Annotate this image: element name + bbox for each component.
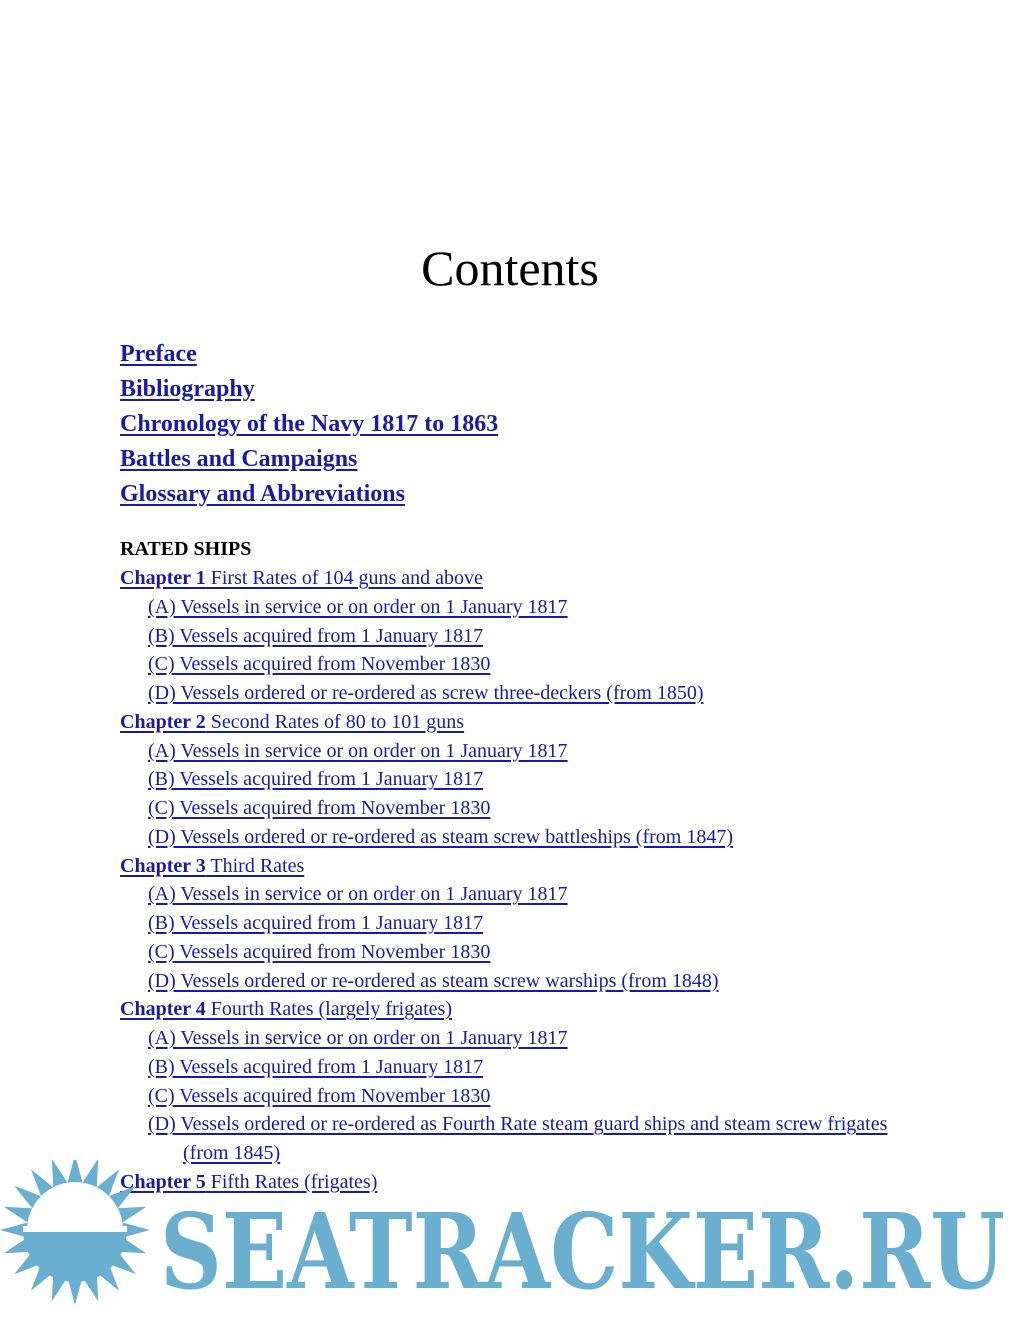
battles-link[interactable]: Battles and Campaigns <box>120 446 358 472</box>
subsection-link[interactable] <box>120 593 900 622</box>
chapter-number: Chapter 1 <box>120 567 206 589</box>
subsection-link[interactable] <box>120 1053 900 1082</box>
watermark-logo <box>0 1160 1020 1320</box>
front-matter-list <box>120 338 498 513</box>
page-title: Contents <box>421 240 599 296</box>
subsection-label: (B) Vessels acquired from 1 January 1817 <box>148 912 484 934</box>
subsection-label: (A) Vessels in service or on order on 1 January 1817 <box>148 1027 568 1049</box>
chapter-link[interactable] <box>120 852 900 881</box>
subsection-label: (C) Vessels acquired from November 1830 <box>148 797 491 819</box>
chapter-title: Fourth Rates (largely frigates) <box>205 998 452 1021</box>
front-matter-item <box>120 338 498 373</box>
chapter-title: Second Rates of 80 to 101 guns <box>205 710 465 733</box>
front-matter-item <box>120 408 498 443</box>
chapter-number: Chapter 4 <box>120 998 206 1021</box>
chapter-number: Chapter 2 <box>120 710 206 733</box>
subsection-link[interactable] <box>120 967 900 996</box>
glossary-link[interactable]: Glossary and Abbreviations <box>120 481 405 507</box>
subsection-label: (D) Vessels ordered or re-ordered as screw three-deckers (from 1850) <box>148 682 704 704</box>
preface-link[interactable]: Preface <box>120 341 197 367</box>
watermark-text: SEATRACKER.RU <box>160 1190 1005 1313</box>
subsection-label: (C) Vessels acquired from November 1830 <box>148 653 491 676</box>
chronology-link[interactable]: Chronology of the Navy 1817 to 1863 <box>120 411 499 437</box>
subsection-link[interactable] <box>120 794 900 823</box>
subsection-label: (D) Vessels ordered or re-ordered as Fourth Rate steam guard ships and steam screw frigates (from 1845) <box>148 1113 888 1164</box>
chapter-title: Fifth Rates (frigates) <box>205 1170 378 1193</box>
chapter-toc <box>120 564 900 1197</box>
chapter-link[interactable] <box>120 708 900 737</box>
subsection-link[interactable] <box>120 650 900 679</box>
subsection-link[interactable] <box>120 737 900 766</box>
subsection-label: (B) Vessels acquired from 1 January 1817 <box>148 1055 484 1078</box>
subsection-label: (C) Vessels acquired from November 1830 <box>148 940 491 963</box>
subsection-label: (B) Vessels acquired from 1 January 1817 <box>148 768 484 791</box>
chapter-link[interactable] <box>120 995 900 1024</box>
subsection-link[interactable] <box>120 679 900 708</box>
subsection-link[interactable] <box>120 622 900 651</box>
chapter-number: Chapter 3 <box>120 854 206 877</box>
subsection-link[interactable] <box>120 880 900 909</box>
subsection-label: (C) Vessels acquired from November 1830 <box>148 1084 491 1107</box>
chapter-title: First Rates of 104 guns and above <box>205 567 483 589</box>
subsection-label: (A) Vessels in service or on order on 1 January 1817 <box>148 595 568 618</box>
subsection-label: (A) Vessels in service or on order on 1 January 1817 <box>148 739 568 762</box>
subsection-link[interactable] <box>120 1024 900 1053</box>
subsection-link[interactable] <box>120 823 900 852</box>
subsection-label: (B) Vessels acquired from 1 January 1817 <box>148 624 484 647</box>
chapter-link[interactable] <box>120 564 900 593</box>
subsection-link[interactable] <box>120 909 900 938</box>
sun-icon <box>0 1160 150 1305</box>
bibliography-link[interactable]: Bibliography <box>120 376 255 402</box>
subsection-link[interactable] <box>120 765 900 794</box>
front-matter-item <box>120 478 498 513</box>
subsection-label: (D) Vessels ordered or re-ordered as steam screw warships (from 1848) <box>148 969 719 992</box>
subsection-label: (A) Vessels in service or on order on 1 January 1817 <box>148 883 568 906</box>
chapter-number: Chapter 5 <box>120 1170 206 1193</box>
subsection-label: (D) Vessels ordered or re-ordered as steam screw battleships (from 1847) <box>148 825 733 848</box>
front-matter-item <box>120 443 498 478</box>
front-matter-item <box>120 373 498 408</box>
section-heading: RATED SHIPS <box>120 538 252 560</box>
chapter-title: Third Rates <box>205 854 305 877</box>
subsection-link[interactable] <box>120 1082 900 1111</box>
subsection-link[interactable] <box>120 938 900 967</box>
